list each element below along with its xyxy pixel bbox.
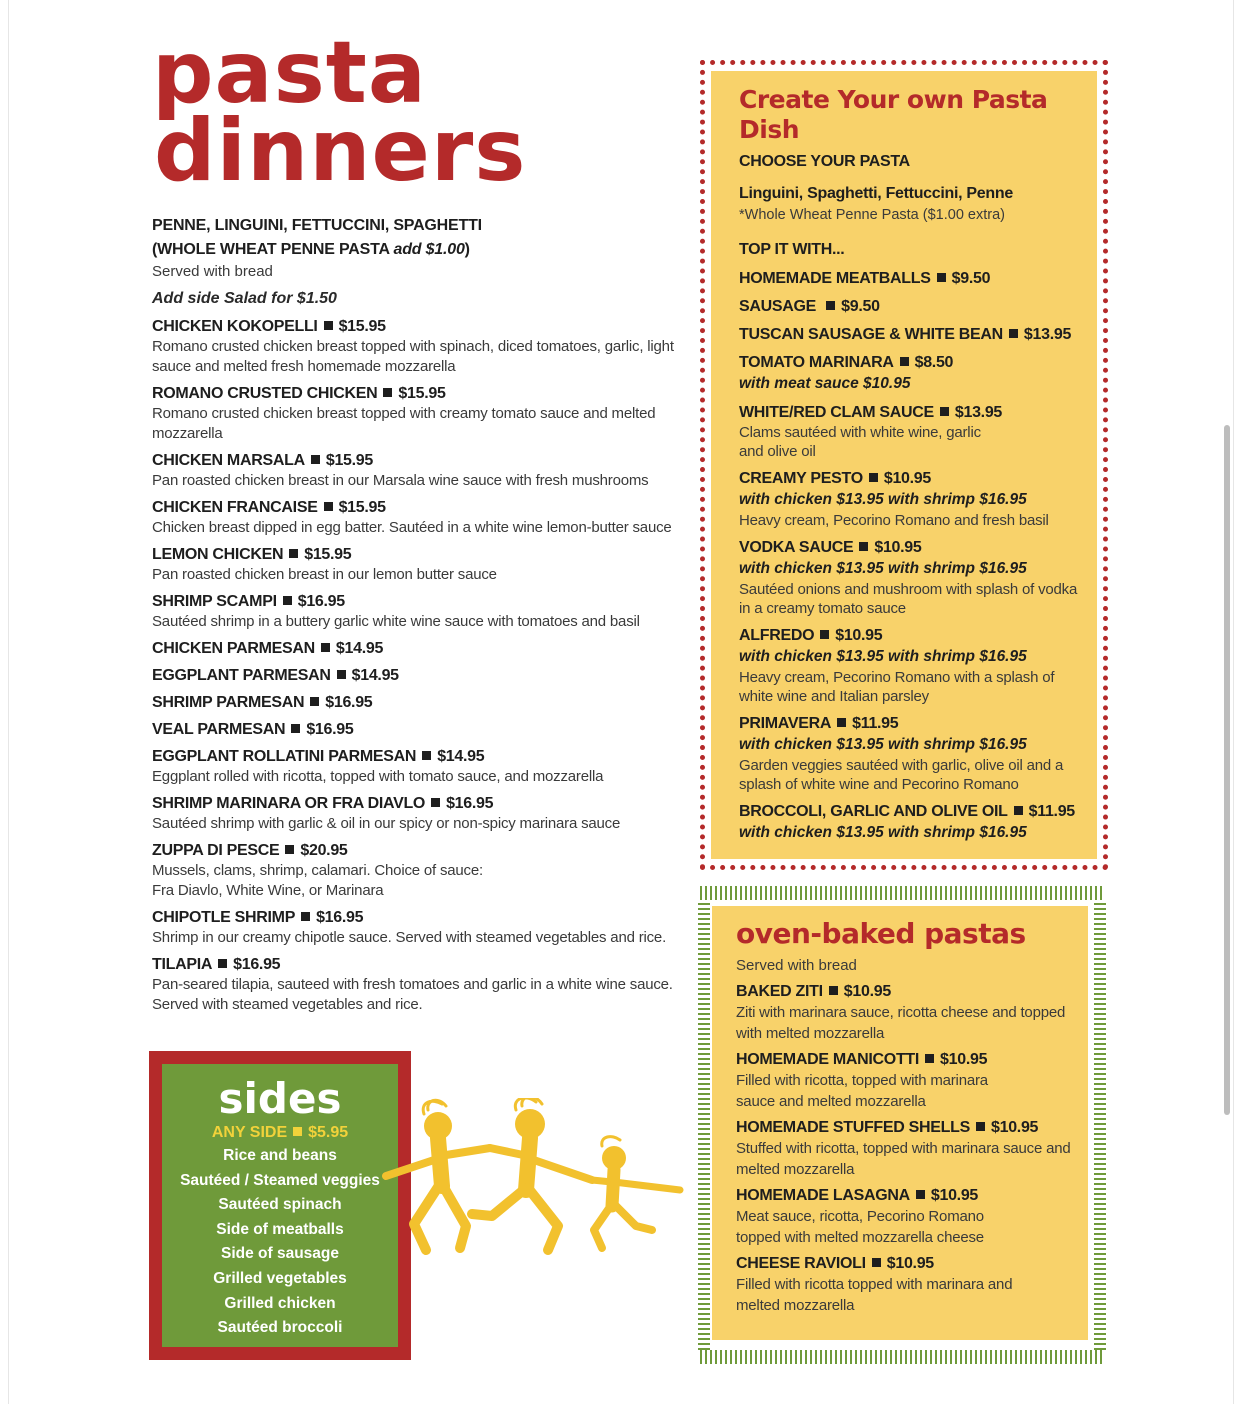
baked-description-2: melted mozzarella xyxy=(736,1161,855,1178)
menu-item-name xyxy=(736,1186,1078,1206)
menu-item-name xyxy=(152,591,677,612)
square-bullet-icon xyxy=(925,1054,934,1063)
item-description: Pan roasted chicken breast in our lemon butter sauce xyxy=(152,566,497,583)
item-description: Mussels, clams, shrimp, calamari. Choice of sauce: xyxy=(152,862,483,879)
oven-baked-panel xyxy=(712,906,1088,1340)
square-bullet-icon xyxy=(422,751,431,760)
menu-item-name xyxy=(736,1050,1078,1070)
item-price: $10.95 xyxy=(930,1187,979,1204)
item-name-text: CHIPOTLE SHRIMP xyxy=(152,909,296,926)
square-bullet-icon xyxy=(337,670,346,679)
side-item: Sautéed spinach xyxy=(218,1196,342,1214)
square-bullet-icon xyxy=(383,388,392,397)
item-name-text: EGGPLANT PARMESAN xyxy=(152,667,331,684)
dancing-figures-illustration xyxy=(380,1098,686,1263)
item-description: Sautéed shrimp with garlic & oil in our spicy or non-spicy marinara sauce xyxy=(152,815,621,832)
item-price: $15.95 xyxy=(325,452,373,469)
baked-description-2: sauce and melted mozzarella xyxy=(736,1093,926,1110)
left-stripe-border xyxy=(698,900,710,1350)
item-name-text: SHRIMP MARINARA OR FRA DIAVLO xyxy=(152,795,426,812)
baked-description-2: melted mozzarella xyxy=(736,1297,855,1314)
right-stripe-border xyxy=(1094,900,1106,1350)
square-bullet-icon xyxy=(431,798,440,807)
square-bullet-icon xyxy=(324,502,333,511)
square-bullet-icon xyxy=(869,473,878,482)
baked-item xyxy=(736,1050,1078,1112)
square-bullet-icon xyxy=(311,455,320,464)
page-title xyxy=(152,23,527,201)
item-name-text: HOMEMADE MEATBALLS xyxy=(739,270,931,287)
sides-panel xyxy=(162,1064,398,1347)
item-name-text: SAUSAGE xyxy=(739,298,821,315)
item-name-text: SHRIMP SCAMPI xyxy=(152,593,277,610)
create-your-own-title: Create Your own Pasta Dish xyxy=(739,85,1048,144)
figure-1 xyxy=(386,1100,490,1250)
dinner-item xyxy=(152,719,677,740)
topping-description-2: and olive oil xyxy=(739,443,816,460)
square-bullet-icon xyxy=(293,1127,302,1136)
side-item: Rice and beans xyxy=(223,1147,337,1164)
menu-item-name xyxy=(152,954,677,975)
item-name-text: HOMEMADE MANICOTTI xyxy=(736,1051,920,1068)
item-price: $16.95 xyxy=(297,593,345,610)
item-name-text: LEMON CHICKEN xyxy=(152,546,284,563)
item-price: $15.95 xyxy=(338,318,386,335)
item-price: $13.95 xyxy=(954,404,1003,421)
square-bullet-icon xyxy=(826,301,835,310)
dinner-items xyxy=(152,316,677,1015)
topping-description-2: white wine and Italian parsley xyxy=(739,688,929,705)
item-name-text: CHICKEN PARMESAN xyxy=(152,640,315,657)
item-price: $16.95 xyxy=(446,795,494,812)
item-name-text: CHEESE RAVIOLI xyxy=(736,1255,866,1272)
dinner-item xyxy=(152,665,677,686)
item-description: Eggplant rolled with ricotta, topped with tomato sauce, and mozzarella xyxy=(152,768,604,785)
topping-upgrade-prices: with chicken $13.95 with shrimp $16.95 xyxy=(739,736,1027,753)
dinner-item xyxy=(152,793,677,834)
topping-upgrade-prices: with chicken $13.95 with shrimp $16.95 xyxy=(739,491,1027,508)
dinner-item xyxy=(152,840,677,901)
item-price: $14.95 xyxy=(437,748,485,765)
baked-description-2: topped with melted mozzarella cheese xyxy=(736,1229,984,1246)
baked-description: Ziti with marinara sauce, ricotta cheese and topped xyxy=(736,1004,1066,1021)
menu-item-name xyxy=(152,316,677,337)
menu-item-name xyxy=(152,692,677,713)
whole-wheat-extra: *Whole Wheat Penne Pasta ($1.00 extra) xyxy=(739,207,1005,223)
whole-wheat-note: (WHOLE WHEAT PENNE PASTA add $1.00) xyxy=(152,241,470,258)
menu-item-name xyxy=(152,746,677,767)
title-line-2: dinners xyxy=(154,101,527,201)
square-bullet-icon xyxy=(1009,329,1018,338)
square-bullet-icon xyxy=(285,845,294,854)
add-salad-note: Add side Salad for $1.50 xyxy=(152,290,337,307)
dinner-item xyxy=(152,638,677,659)
menu-item-name xyxy=(736,1118,1078,1138)
pasta-dinners-list xyxy=(152,214,677,1015)
figure-3 xyxy=(592,1137,680,1248)
item-price: $10.95 xyxy=(886,1255,934,1272)
menu-item-name xyxy=(736,982,1078,1002)
topping-upgrade-prices: with chicken $13.95 with shrimp $16.95 xyxy=(739,824,1027,841)
menu-item-name xyxy=(152,638,677,659)
baked-item xyxy=(736,1186,1078,1248)
sides-items xyxy=(162,1144,398,1341)
choose-pasta-options: Linguini, Spaghetti, Fettuccini, Penne xyxy=(739,185,1013,202)
square-bullet-icon xyxy=(1014,806,1023,815)
menu-item-name xyxy=(152,793,677,814)
item-name-text: CHICKEN KOKOPELLI xyxy=(152,318,318,335)
title-line-1: pasta xyxy=(152,23,427,123)
baked-item xyxy=(736,982,1078,1044)
item-price: $11.95 xyxy=(852,715,899,732)
item-name-text: WHITE/RED CLAM SAUCE xyxy=(739,404,934,421)
menu-item-name xyxy=(152,544,677,565)
topping-description: Heavy cream, Pecorino Romano and fresh basil xyxy=(739,512,1049,529)
item-price: $14.95 xyxy=(351,667,399,684)
menu-item-name xyxy=(152,840,677,861)
item-name-text: CREAMY PESTO xyxy=(739,470,863,487)
item-name-text: TUSCAN SAUSAGE & WHITE BEAN xyxy=(739,326,1003,343)
sides-title: sides xyxy=(218,1074,342,1123)
menu-item-name xyxy=(152,497,677,518)
item-name-text: ROMANO CRUSTED CHICKEN xyxy=(152,385,378,402)
menu-item-name xyxy=(739,353,1079,373)
menu-item-name xyxy=(739,325,1079,345)
square-bullet-icon xyxy=(940,407,949,416)
dinner-item xyxy=(152,450,677,491)
baked-description: Stuffed with ricotta, topped with marinara sauce and xyxy=(736,1140,1071,1157)
dinner-item xyxy=(152,497,677,538)
item-description: Romano crusted chicken breast topped with spinach, diced tomatoes, garlic, light sauce and melted fresh homemade mozzarella xyxy=(152,338,674,375)
topping-description: Clams sautéed with white wine, garlic xyxy=(739,424,981,441)
square-bullet-icon xyxy=(283,596,292,605)
item-name-text: HOMEMADE STUFFED SHELLS xyxy=(736,1119,970,1136)
menu-item-name xyxy=(739,714,1079,734)
square-bullet-icon xyxy=(291,724,300,733)
item-name-text: BROCCOLI, GARLIC AND OLIVE OIL xyxy=(739,803,1008,820)
item-price: $15.95 xyxy=(338,499,386,516)
item-price: $13.95 xyxy=(1023,326,1072,343)
item-price: $14.95 xyxy=(335,640,384,657)
topping-item xyxy=(739,325,1079,345)
item-name-text: TOMATO MARINARA xyxy=(739,354,894,371)
item-description: Pan-seared tilapia, sauteed with fresh tomatoes and garlic in a white wine sauce. xyxy=(152,976,673,993)
baked-item xyxy=(736,1254,1078,1316)
dinner-item xyxy=(152,316,677,377)
menu-item-name xyxy=(739,297,1079,317)
item-price: $15.95 xyxy=(304,546,352,563)
item-price: $10.95 xyxy=(874,539,922,556)
item-description-2: Served with steamed vegetables and rice. xyxy=(152,996,423,1013)
served-with-bread: Served with bread xyxy=(152,263,273,280)
menu-item-name xyxy=(152,450,677,471)
topping-item xyxy=(739,297,1079,317)
baked-description: Meat sauce, ricotta, Pecorino Romano xyxy=(736,1208,984,1225)
item-description: Shrimp in our creamy chipotle sauce. Served with steamed vegetables and rice. xyxy=(152,929,667,946)
menu-item-name xyxy=(739,538,1079,558)
oven-baked-box xyxy=(698,884,1108,1368)
side-item: Sautéed / Steamed veggies xyxy=(180,1171,380,1189)
figure-2 xyxy=(472,1098,592,1250)
menu-item-name xyxy=(152,383,677,404)
topping-upgrade-prices: with meat sauce $10.95 xyxy=(739,375,911,392)
square-bullet-icon xyxy=(916,1190,925,1199)
item-description-2: Fra Diavlo, White Wine, or Marinara xyxy=(152,882,384,899)
top-stripe-border xyxy=(700,886,1104,900)
dinner-item xyxy=(152,692,677,713)
item-price: $8.50 xyxy=(914,354,954,371)
item-price: $16.95 xyxy=(316,909,364,926)
item-price: $20.95 xyxy=(300,842,348,859)
topping-item xyxy=(739,353,1079,395)
top-it-with-label: TOP IT WITH... xyxy=(739,241,845,258)
dinner-item xyxy=(152,383,677,444)
bottom-stripe-border xyxy=(700,1350,1104,1364)
topping-item xyxy=(739,626,1079,706)
square-bullet-icon xyxy=(872,1258,881,1267)
item-price: $10.95 xyxy=(883,470,931,487)
menu-item-name xyxy=(739,403,1079,423)
menu-item-name xyxy=(739,469,1079,489)
item-price: $16.95 xyxy=(325,694,373,711)
item-description: Pan roasted chicken breast in our Marsala wine sauce with fresh mushrooms xyxy=(152,472,649,489)
square-bullet-icon xyxy=(937,273,946,282)
item-name-text: HOMEMADE LASAGNA xyxy=(736,1187,910,1204)
topping-description-2: splash of white wine and Pecorino Romano xyxy=(739,776,1019,793)
dinner-item xyxy=(152,746,677,787)
topping-item xyxy=(739,403,1079,461)
side-item: Grilled vegetables xyxy=(213,1269,347,1287)
item-name-text: PRIMAVERA xyxy=(739,715,832,732)
item-name-text: ALFREDO xyxy=(739,627,815,644)
topping-upgrade-prices: with chicken $13.95 with shrimp $16.95 xyxy=(739,648,1027,665)
item-name-text: CHICKEN MARSALA xyxy=(152,452,305,469)
topping-description-2: in a creamy tomato sauce xyxy=(739,600,906,617)
item-name-text: CHICKEN FRANCAISE xyxy=(152,499,318,516)
topping-item xyxy=(739,538,1079,618)
create-your-own-box xyxy=(700,60,1108,870)
topping-description: Sautéed onions and mushroom with splash of vodka xyxy=(739,581,1078,598)
side-item: Sautéed broccoli xyxy=(217,1319,343,1337)
side-item: Side of sausage xyxy=(220,1245,339,1263)
item-name-text: SHRIMP PARMESAN xyxy=(152,694,305,711)
topping-item xyxy=(739,802,1079,844)
oven-baked-title: oven-baked pastas xyxy=(736,917,1026,950)
item-price: $16.95 xyxy=(306,721,354,738)
item-price: $9.50 xyxy=(951,270,991,287)
menu-item-name xyxy=(739,802,1079,822)
baked-items xyxy=(736,982,1078,1316)
item-description: Romano crusted chicken breast topped with creamy tomato sauce and melted mozzarella xyxy=(152,405,656,442)
item-name-text: TILAPIA xyxy=(152,956,213,973)
dinner-item xyxy=(152,544,677,585)
menu-item-name xyxy=(739,269,1079,289)
square-bullet-icon xyxy=(310,697,319,706)
item-description: Sautéed shrimp in a buttery garlic white wine sauce with tomatoes and basil xyxy=(152,613,640,630)
scrollbar-thumb[interactable] xyxy=(1224,425,1230,1115)
topping-item xyxy=(739,469,1079,530)
square-bullet-icon xyxy=(324,321,333,330)
item-price: $10.95 xyxy=(940,1051,988,1068)
square-bullet-icon xyxy=(820,630,829,639)
item-price: $15.95 xyxy=(398,385,446,402)
item-name-text: BAKED ZITI xyxy=(736,983,823,1000)
square-bullet-icon xyxy=(829,986,838,995)
topping-item xyxy=(739,269,1079,289)
baked-description-2: with melted mozzarella xyxy=(736,1025,885,1042)
item-description: Chicken breast dipped in egg batter. Sautéed in a white wine lemon-butter sauce xyxy=(152,519,672,536)
baked-item xyxy=(736,1118,1078,1180)
baked-description: Filled with ricotta, topped with marinara xyxy=(736,1072,988,1089)
any-side-price: ANY SIDE $5.95 xyxy=(211,1124,349,1141)
item-price: $9.50 xyxy=(841,298,880,315)
menu-item-name xyxy=(152,719,677,740)
topping-description: Garden veggies sautéed with garlic, olive oil and a xyxy=(739,757,1064,774)
item-name-text: EGGPLANT ROLLATINI PARMESAN xyxy=(152,748,417,765)
square-bullet-icon xyxy=(859,542,868,551)
square-bullet-icon xyxy=(301,912,310,921)
dinner-item xyxy=(152,907,677,948)
item-price: $16.95 xyxy=(233,956,281,973)
dinner-item xyxy=(152,591,677,632)
sides-box xyxy=(149,1051,411,1360)
item-name-text: VEAL PARMESAN xyxy=(152,721,286,738)
item-price: $10.95 xyxy=(991,1119,1039,1136)
topping-upgrade-prices: with chicken $13.95 with shrimp $16.95 xyxy=(739,560,1027,577)
menu-item-name xyxy=(739,626,1079,646)
item-name-text: ZUPPA DI PESCE xyxy=(152,842,280,859)
side-item: Side of meatballs xyxy=(216,1220,344,1238)
item-price: $10.95 xyxy=(843,983,891,1000)
item-price: $11.95 xyxy=(1028,803,1075,820)
topping-description: Heavy cream, Pecorino Romano with a splash of xyxy=(739,669,1055,686)
item-name-text: VODKA SAUCE xyxy=(739,539,854,556)
menu-item-name xyxy=(152,665,677,686)
square-bullet-icon xyxy=(289,549,298,558)
pasta-types: PENNE, LINGUINI, FETTUCCINI, SPAGHETTI xyxy=(152,217,482,234)
item-price: $10.95 xyxy=(835,627,883,644)
create-your-own-panel xyxy=(711,71,1097,859)
baked-served-with-bread: Served with bread xyxy=(736,957,857,974)
square-bullet-icon xyxy=(976,1122,985,1131)
toppings-list xyxy=(739,269,1079,844)
square-bullet-icon xyxy=(218,959,227,968)
square-bullet-icon xyxy=(900,357,909,366)
side-item: Grilled chicken xyxy=(224,1294,336,1312)
square-bullet-icon xyxy=(321,643,330,652)
choose-pasta-label: CHOOSE YOUR PASTA xyxy=(739,153,910,170)
topping-item xyxy=(739,714,1079,794)
menu-item-name xyxy=(152,907,677,928)
baked-description: Filled with ricotta topped with marinara and xyxy=(736,1276,1013,1293)
dinner-item xyxy=(152,954,677,1015)
menu-item-name xyxy=(736,1254,1078,1274)
square-bullet-icon xyxy=(837,718,846,727)
